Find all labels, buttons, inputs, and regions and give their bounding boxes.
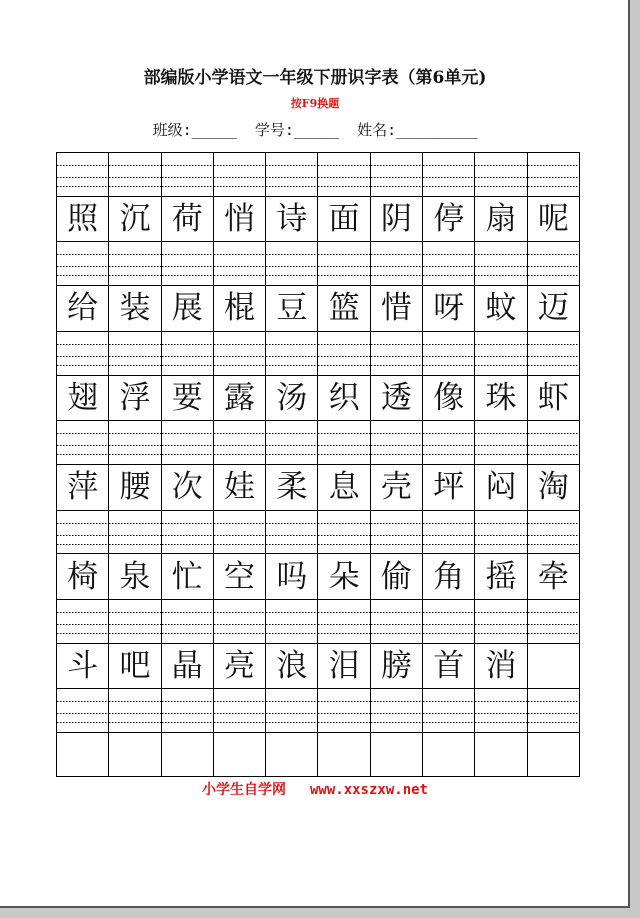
pinyin-cell[interactable] [161,153,213,197]
character-cell [57,375,109,421]
pinyin-guide-lines [423,421,474,464]
character: 椅 [67,558,99,595]
empty-cell [370,733,422,777]
character-cell [57,554,109,600]
character: 沉 [119,201,151,238]
character-cell [475,643,527,689]
character-cell [161,375,213,421]
pinyin-guide-lines [528,242,579,285]
character-cell [527,554,579,600]
character-cell [527,196,579,242]
character: 亮 [224,648,256,685]
character-cell [109,554,161,600]
class-blank: _____ [191,121,237,139]
character-cell [370,464,422,510]
character-cell [57,643,109,689]
pinyin-cell[interactable] [423,153,475,197]
character-cell [423,643,475,689]
character: 牵 [537,558,569,595]
pinyin-row [57,421,580,465]
pinyin-guide-lines [318,511,369,554]
character: 阴 [380,201,412,238]
character-grid [56,152,580,777]
pinyin-cell[interactable] [109,153,161,197]
pinyin-guide-lines [57,153,108,196]
pinyin-guide-lines [318,242,369,285]
pinyin-guide-lines [214,153,265,196]
pinyin-cell[interactable] [423,600,475,644]
pinyin-cell[interactable] [161,421,213,465]
pinyin-guide-lines [475,600,526,643]
pinyin-cell[interactable] [527,421,579,465]
pinyin-cell[interactable] [266,689,318,733]
pinyin-guide-lines [423,153,474,196]
empty-cell [57,733,109,777]
pinyin-guide-lines [423,511,474,554]
character: 荷 [171,201,203,238]
pinyin-row [57,510,580,554]
character: 娃 [224,469,256,506]
character: 照 [67,201,99,238]
empty-cell [475,733,527,777]
character-cell [213,554,265,600]
character: 露 [224,379,256,416]
pinyin-guide-lines [109,689,160,732]
character: 空 [224,558,256,595]
pinyin-guide-lines [528,153,579,196]
pinyin-guide-lines [423,689,474,732]
character: 透 [380,379,412,416]
pinyin-cell[interactable] [527,242,579,286]
character: 珠 [485,379,517,416]
character-cell [527,643,579,689]
pinyin-guide-lines [162,511,213,554]
character: 装 [119,290,151,327]
pinyin-cell[interactable] [475,331,527,375]
pinyin-cell[interactable] [57,689,109,733]
empty-cell [527,733,579,777]
pinyin-cell[interactable] [266,153,318,197]
character-cell [423,554,475,600]
character: 腰 [119,469,151,506]
character: 给 [67,290,99,327]
empty-cell [423,733,475,777]
character: 棍 [224,290,256,327]
pinyin-guide-lines [266,153,317,196]
pinyin-guide-lines [162,153,213,196]
character-row [57,196,580,242]
character: 消 [485,648,517,685]
pinyin-guide-lines [266,421,317,464]
empty-cell [266,733,318,777]
character: 首 [433,648,465,685]
character: 虾 [537,379,569,416]
character: 吧 [119,648,151,685]
pinyin-guide-lines [162,421,213,464]
page-title: 部编版小学语文一年级下册识字表（第6单元) [143,68,487,88]
character-cell [161,643,213,689]
character: 闷 [485,469,517,506]
character-cell [475,375,527,421]
pinyin-cell[interactable] [423,421,475,465]
character: 织 [328,379,360,416]
character: 萍 [67,469,99,506]
pinyin-guide-lines [528,511,579,554]
character-row [57,464,580,510]
character: 角 [433,558,465,595]
pinyin-cell[interactable] [370,510,422,554]
pinyin-cell[interactable] [318,600,370,644]
character-cell [266,286,318,332]
character: 豆 [276,290,308,327]
character: 汤 [276,379,308,416]
character-cell [370,196,422,242]
pinyin-cell[interactable] [423,242,475,286]
character-cell [318,286,370,332]
character: 坪 [433,469,465,506]
character-cell [266,196,318,242]
pinyin-guide-lines [475,332,526,375]
pinyin-guide-lines [109,332,160,375]
empty-cell [318,733,370,777]
character-cell [266,464,318,510]
character-cell [318,554,370,600]
pinyin-guide-lines [57,421,108,464]
pinyin-cell[interactable] [475,600,527,644]
pinyin-guide-lines [162,242,213,285]
character-cell [318,375,370,421]
pinyin-guide-lines [371,242,422,285]
character: 像 [433,379,465,416]
pinyin-guide-lines [162,332,213,375]
class-label: 班级: [152,121,192,139]
pinyin-cell[interactable] [423,331,475,375]
pinyin-guide-lines [57,511,108,554]
pinyin-guide-lines [371,689,422,732]
character: 浪 [276,648,308,685]
pinyin-cell[interactable] [318,331,370,375]
pinyin-guide-lines [266,242,317,285]
pinyin-guide-lines [318,332,369,375]
character: 泉 [119,558,151,595]
site-url-link[interactable]: www.xxszxw.net [309,782,428,798]
character-cell [475,464,527,510]
pinyin-guide-lines [57,242,108,285]
character-cell [57,196,109,242]
student-info-line [0,119,630,140]
character: 息 [328,469,360,506]
pinyin-cell[interactable] [266,510,318,554]
pinyin-guide-lines [528,600,579,643]
pinyin-cell[interactable] [475,153,527,197]
character-cell [57,286,109,332]
character-row [57,554,580,600]
pinyin-row [57,689,580,733]
character: 呀 [433,290,465,327]
pinyin-row [57,242,580,286]
pinyin-guide-lines [423,242,474,285]
empty-cell [109,733,161,777]
character-cell [109,464,161,510]
pinyin-guide-lines [214,242,265,285]
character-cell [423,375,475,421]
character: 忙 [171,558,203,595]
character-cell [161,554,213,600]
character-cell [475,196,527,242]
character-cell [423,464,475,510]
pinyin-cell[interactable] [213,153,265,197]
character-cell [109,643,161,689]
empty-cell [161,733,213,777]
pinyin-cell[interactable] [318,510,370,554]
character-cell [318,196,370,242]
pinyin-guide-lines [109,421,160,464]
footer [0,779,630,799]
pinyin-cell[interactable] [109,510,161,554]
character: 诗 [276,201,308,238]
pinyin-guide-lines [266,689,317,732]
pinyin-cell[interactable] [57,600,109,644]
character: 展 [171,290,203,327]
pinyin-cell[interactable] [370,689,422,733]
pinyin-guide-lines [214,600,265,643]
character: 朵 [328,558,360,595]
pinyin-guide-lines [371,421,422,464]
student-number-blank: _____ [293,121,340,139]
pinyin-cell[interactable] [475,510,527,554]
character: 柔 [276,469,308,506]
character-cell [370,375,422,421]
pinyin-cell[interactable] [109,421,161,465]
character: 偷 [380,558,412,595]
pinyin-guide-lines [318,689,369,732]
character-cell [527,286,579,332]
pinyin-cell[interactable] [266,242,318,286]
pinyin-guide-lines [57,600,108,643]
pinyin-cell[interactable] [213,510,265,554]
character-cell [423,196,475,242]
pinyin-cell[interactable] [266,331,318,375]
empty-cell [213,733,265,777]
pinyin-cell[interactable] [318,421,370,465]
pinyin-guide-lines [266,332,317,375]
pinyin-guide-lines [162,689,213,732]
pinyin-guide-lines [423,600,474,643]
character-row [57,643,580,689]
character-cell [213,196,265,242]
character: 浮 [119,379,151,416]
pinyin-cell[interactable] [266,421,318,465]
pinyin-guide-lines [109,153,160,196]
pinyin-guide-lines [371,600,422,643]
pinyin-guide-lines [318,153,369,196]
character-cell [475,286,527,332]
pinyin-cell[interactable] [423,689,475,733]
pinyin-guide-lines [318,600,369,643]
pinyin-cell[interactable] [109,689,161,733]
character-cell [161,196,213,242]
pinyin-guide-lines [318,421,369,464]
pinyin-cell[interactable] [161,331,213,375]
character-cell [318,643,370,689]
character-cell [161,286,213,332]
pinyin-cell[interactable] [475,421,527,465]
student-number-label: 学号: [254,121,294,139]
pinyin-guide-lines [266,511,317,554]
character-cell [370,286,422,332]
pinyin-guide-lines [57,689,108,732]
character-cell [109,196,161,242]
pinyin-cell[interactable] [57,510,109,554]
pinyin-cell[interactable] [57,242,109,286]
character-cell [213,286,265,332]
pinyin-cell[interactable] [213,689,265,733]
pinyin-guide-lines [475,689,526,732]
pinyin-guide-lines [214,689,265,732]
pinyin-row [57,600,580,644]
character-cell [213,375,265,421]
pinyin-cell[interactable] [370,421,422,465]
pinyin-cell[interactable] [318,153,370,197]
pinyin-guide-lines [214,332,265,375]
pinyin-cell[interactable] [527,689,579,733]
pinyin-guide-lines [214,511,265,554]
pinyin-guide-lines [475,511,526,554]
character: 悄 [224,201,256,238]
character: 呢 [537,201,569,238]
character: 淘 [537,469,569,506]
site-name: 小学生自学网 [201,782,286,798]
pinyin-guide-lines [371,153,422,196]
pinyin-guide-lines [371,511,422,554]
character: 斗 [67,648,99,685]
pinyin-cell[interactable] [475,242,527,286]
pinyin-cell[interactable] [527,153,579,197]
character-row [57,286,580,332]
pinyin-guide-lines [423,332,474,375]
character: 篮 [328,290,360,327]
pinyin-cell[interactable] [370,153,422,197]
refresh-hint: 按F9换题 [290,97,340,110]
pinyin-cell[interactable] [475,689,527,733]
pinyin-cell[interactable] [213,600,265,644]
pinyin-cell[interactable] [266,600,318,644]
pinyin-cell[interactable] [161,689,213,733]
pinyin-cell[interactable] [109,331,161,375]
character-cell [213,643,265,689]
character-cell [109,286,161,332]
character-cell [266,643,318,689]
character: 面 [328,201,360,238]
pinyin-cell[interactable] [161,600,213,644]
pinyin-guide-lines [475,242,526,285]
name-blank: _________ [396,121,478,139]
character: 膀 [380,648,412,685]
pinyin-cell[interactable] [109,242,161,286]
character-cell [423,286,475,332]
character-cell [370,643,422,689]
pinyin-guide-lines [57,332,108,375]
pinyin-guide-lines [162,600,213,643]
character: 泪 [328,648,360,685]
character: 蚊 [485,290,517,327]
character-cell [318,464,370,510]
pinyin-guide-lines [528,689,579,732]
character-cell [475,554,527,600]
character: 晶 [171,648,203,685]
pinyin-cell[interactable] [318,689,370,733]
pinyin-guide-lines [475,153,526,196]
pinyin-cell[interactable] [57,331,109,375]
character-cell [527,375,579,421]
pinyin-guide-lines [214,421,265,464]
character-cell [266,375,318,421]
character-cell [370,554,422,600]
pinyin-cell[interactable] [527,600,579,644]
pinyin-cell[interactable] [161,510,213,554]
character: 惜 [380,290,412,327]
pinyin-row [57,331,580,375]
character-row [57,375,580,421]
character: 次 [171,469,203,506]
pinyin-guide-lines [266,600,317,643]
pinyin-cell[interactable] [213,421,265,465]
character-cell [266,554,318,600]
pinyin-cell[interactable] [527,331,579,375]
character: 扇 [485,201,517,238]
pinyin-guide-lines [475,421,526,464]
pinyin-guide-lines [528,421,579,464]
pinyin-cell[interactable] [370,600,422,644]
character: 要 [171,379,203,416]
character: 停 [433,201,465,238]
character-cell [161,464,213,510]
pinyin-guide-lines [371,332,422,375]
pinyin-cell[interactable] [57,421,109,465]
pinyin-guide-lines [528,332,579,375]
pinyin-row [57,153,580,197]
pinyin-cell[interactable] [318,242,370,286]
character-cell [57,464,109,510]
character-cell [213,464,265,510]
pinyin-cell[interactable] [213,242,265,286]
character: 摇 [485,558,517,595]
pinyin-cell[interactable] [57,153,109,197]
character: 迈 [537,290,569,327]
pinyin-cell[interactable] [370,331,422,375]
character: 吗 [276,558,308,595]
empty-row [57,733,580,777]
name-label: 姓名: [357,121,397,139]
character-cell [109,375,161,421]
pinyin-cell[interactable] [161,242,213,286]
character-cell [527,464,579,510]
pinyin-cell[interactable] [370,242,422,286]
pinyin-guide-lines [109,242,160,285]
pinyin-cell[interactable] [423,510,475,554]
pinyin-cell[interactable] [213,331,265,375]
pinyin-cell[interactable] [109,600,161,644]
pinyin-guide-lines [109,511,160,554]
pinyin-cell[interactable] [527,510,579,554]
character: 壳 [380,469,412,506]
character: 翅 [67,379,99,416]
pinyin-guide-lines [109,600,160,643]
